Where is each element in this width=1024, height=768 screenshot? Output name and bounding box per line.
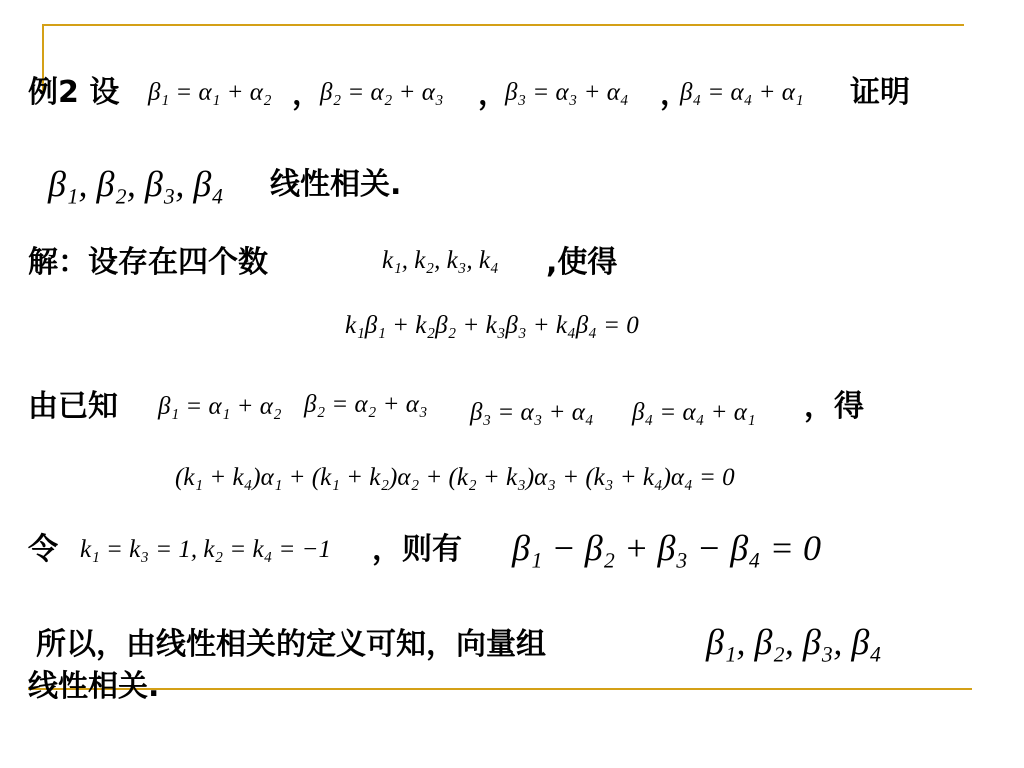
example-label: 例2 设 bbox=[28, 75, 120, 110]
equation-beta2: β₂ = α₂ + α₃ bbox=[320, 79, 444, 106]
k-condition: k₁ = k₃ = 1, k₂ = k₄ = −1 bbox=[80, 536, 332, 563]
comma: ， bbox=[478, 77, 508, 112]
given-beta4: β₄ = α₄ + α₁ bbox=[632, 399, 756, 426]
expanded-equation: (k₁ + k₄)α₁ + (k₁ + k₂)α₂ + (k₂ + k₃)α₃ + (k₃ + k₄)α₄ = 0 bbox=[175, 464, 735, 491]
let-label: 令 bbox=[28, 532, 58, 567]
comma: ， bbox=[660, 77, 690, 112]
given-beta3: β₃ = α₃ + α₄ bbox=[470, 399, 594, 426]
k-variables: k₁, k₂, k₃, k₄ bbox=[382, 247, 499, 274]
vector-set: β₁, β₂, β₃, β₄ bbox=[48, 164, 224, 204]
top-rule bbox=[42, 24, 964, 26]
result-equation: β₁ − β₂ + β₃ − β₄ = 0 bbox=[512, 528, 821, 568]
then-label: ，则有 bbox=[372, 532, 462, 567]
obtain-label: ，得 bbox=[804, 389, 864, 424]
prove-label: 证明 bbox=[850, 75, 910, 110]
comma: ， bbox=[292, 77, 322, 112]
conclusion-tail: 线性相关. bbox=[28, 669, 160, 704]
equation-beta1: β₁ = α₁ + α₂ bbox=[148, 79, 272, 106]
given-label: 由已知 bbox=[28, 389, 118, 424]
given-beta1: β₁ = α₁ + α₂ bbox=[158, 393, 282, 420]
given-beta2: β₂ = α₂ + α₃ bbox=[304, 391, 428, 418]
solution-intro: 解：设存在四个数 bbox=[28, 245, 268, 280]
equation-beta3: β₃ = α₃ + α₄ bbox=[505, 79, 629, 106]
bottom-rule bbox=[28, 688, 972, 690]
solution-suffix: ,使得 bbox=[546, 245, 618, 280]
linear-dependent-text: 线性相关. bbox=[270, 167, 402, 202]
equation-beta4: β₄ = α₄ + α₁ bbox=[680, 79, 804, 106]
conclusion-text: 所以，由线性相关的定义可知，向量组 bbox=[36, 627, 546, 662]
conclusion-vector-set: β₁, β₂, β₃, β₄ bbox=[706, 622, 882, 662]
linear-combination-equation: k₁β₁ + k₂β₂ + k₃β₃ + k₄β₄ = 0 bbox=[345, 312, 639, 339]
